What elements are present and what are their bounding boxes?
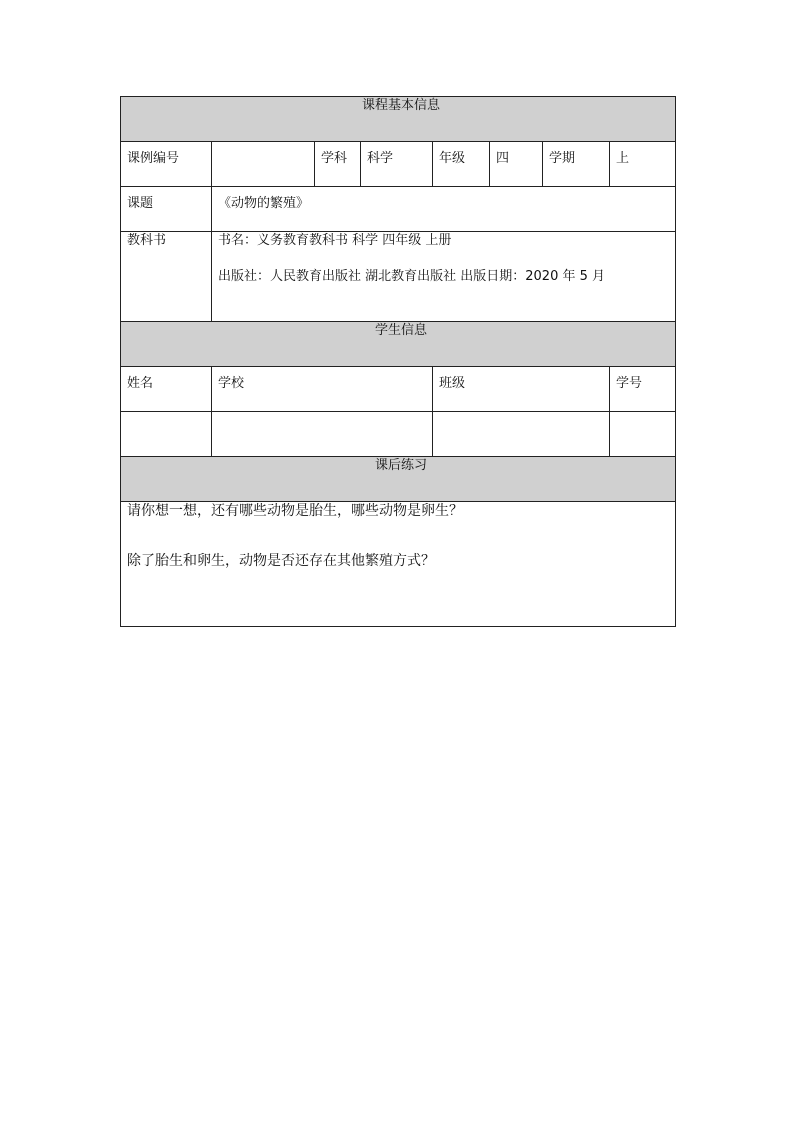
textbook-info — [212, 232, 676, 322]
subject-value: 科学 — [361, 142, 433, 187]
grade-value: 四 — [490, 142, 543, 187]
exercise-header: 课后练习 — [121, 457, 676, 502]
name-label: 姓名 — [121, 367, 212, 412]
term-label: 学期 — [543, 142, 610, 187]
term-value: 上 — [610, 142, 676, 187]
exercise-question-2: 除了胎生和卵生，动物是否还存在其他繁殖方式？ — [127, 553, 435, 569]
class-label: 班级 — [433, 367, 610, 412]
student-info-header: 学生信息 — [121, 322, 676, 367]
course-info-form — [120, 96, 676, 627]
topic-label: 课题 — [121, 187, 212, 232]
school-label: 学校 — [212, 367, 433, 412]
topic-value: 《动物的繁殖》 — [212, 187, 676, 232]
grade-label: 年级 — [433, 142, 490, 187]
subject-label: 学科 — [315, 142, 361, 187]
textbook-title-line: 书名：义务教育教科书 科学 四年级 上册 — [218, 233, 452, 248]
case-number-label: 课例编号 — [121, 142, 212, 187]
student-id-field[interactable] — [610, 412, 676, 457]
case-number-value — [212, 142, 315, 187]
textbook-publisher-line: 出版社：人民教育出版社 湖北教育出版社 出版日期：2020 年 5 月 — [218, 269, 606, 284]
school-field[interactable] — [212, 412, 433, 457]
student-id-label: 学号 — [610, 367, 676, 412]
class-field[interactable] — [433, 412, 610, 457]
exercise-content — [121, 502, 676, 627]
textbook-label: 教科书 — [121, 232, 212, 322]
course-info-header: 课程基本信息 — [121, 97, 676, 142]
exercise-question-1: 请你想一想，还有哪些动物是胎生，哪些动物是卵生？ — [127, 503, 463, 519]
name-field[interactable] — [121, 412, 212, 457]
